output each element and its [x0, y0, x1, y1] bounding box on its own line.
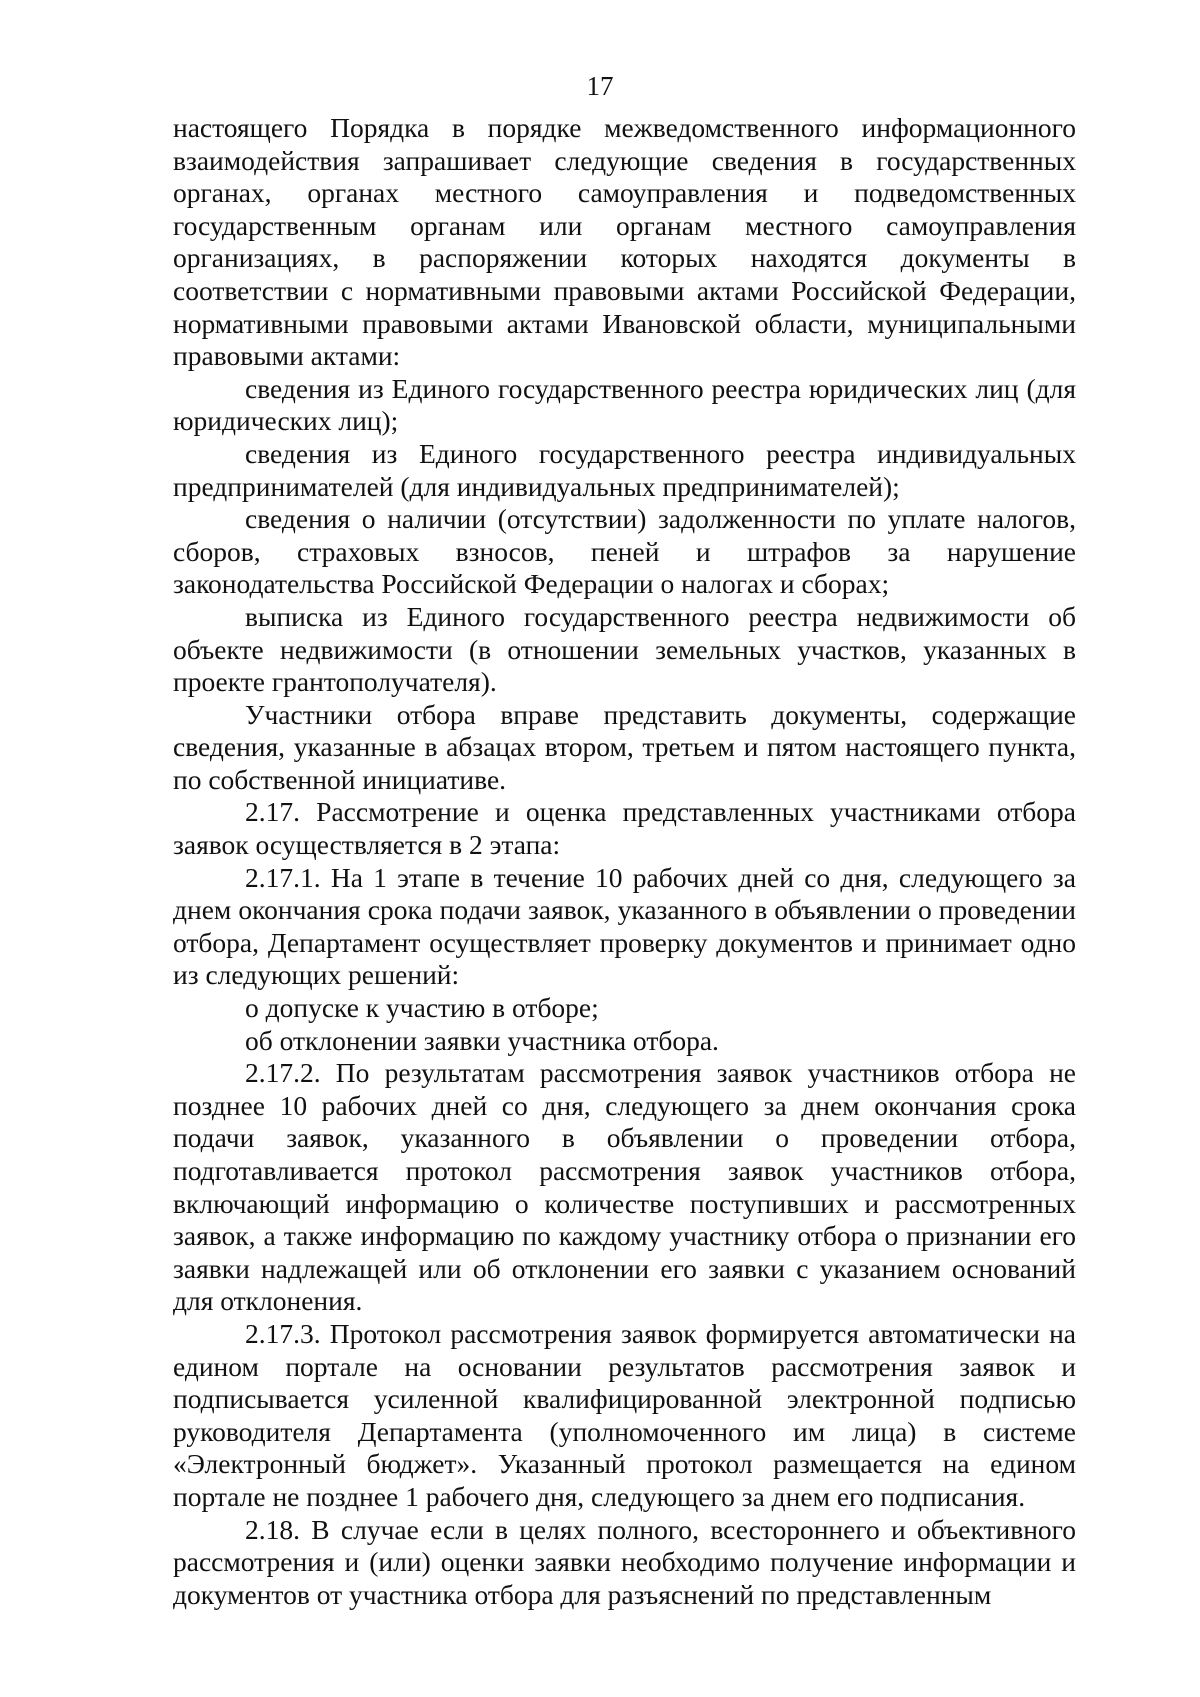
paragraph: сведения из Единого государственного реестра юридических лиц (для юридических лиц); [173, 372, 1076, 437]
paragraph: 2.17. Рассмотрение и оценка представленных участниками отбора заявок осуществляется в 2 этапа: [173, 796, 1076, 861]
paragraph: об отклонении заявки участника отбора. [245, 1024, 719, 1056]
paragraph: сведения о наличии (отсутствии) задолженности по уплате налогов, сборов, страховых взносов, пеней и штрафов за нарушение законодательства Российской Федерации о налогах и сборах; [173, 503, 1076, 600]
paragraph: 2.18. В случае если в целях полного, всестороннего и объективного рассмотрения и (или) оценки заявки необходимо получение информации и документов от участника отбора для разъяснений по представленным [173, 1513, 1076, 1610]
paragraph: 2.17.1. На 1 этапе в течение 10 рабочих дней со дня, следующего за днем окончания срока подачи заявок, указанного в объявлении о проведении отбора, Департамент осуществляет проверку документов и принимает одно из следующих решений: [173, 861, 1076, 991]
paragraph: 2.17.2. По результатам рассмотрения заявок участников отбора не позднее 10 рабочих дней со дня, следующего за днем окончания срока подачи заявок, указанного в объявлении о проведении отбора, подготавливается протокол рассмотрения заявок участников отбора, включающий информацию о количестве поступивших и рассмотренных заявок, а также информацию по каждому участнику отбора о признании его заявки надлежащей или об отклонении его заявки с указанием оснований для отклонения. [173, 1057, 1076, 1317]
paragraph: настоящего Порядка в порядке межведомственного информационного взаимодействия запрашивает следующие сведения в государственных органах, органах местного самоуправления и подведомственных государственным органам или органам местного самоуправления организациях, в распоряжении которых находятся документы в соответствии с нормативными правовыми актами Российской Федерации, нормативными правовыми актами Ивановской области, муниципальными правовыми актами: [173, 112, 1076, 372]
document-body [173, 112, 1076, 1611]
paragraph: о допуске к участию в отборе; [245, 992, 599, 1024]
paragraph: выписка из Единого государственного реестра недвижимости об объекте недвижимости (в отношении земельных участков, указанных в проекте грантополучателя). [173, 600, 1076, 698]
page-number: 17 [586, 71, 614, 101]
paragraph: сведения из Единого государственного реестра индивидуальных предпринимателей (для индивидуальных предпринимателей); [173, 437, 1076, 502]
paragraph: 2.17.3. Протокол рассмотрения заявок формируется автоматически на едином портале на основании результатов рассмотрения заявок и подписывается усиленной квалифицированной электронной подписью руководителя Департамента (уполномоченного им лица) в системе «Электронный бюджет». Указанный протокол размещается на едином портале не позднее 1 рабочего дня, следующего за днем его подписания. [173, 1317, 1076, 1512]
paragraph: Участники отбора вправе представить документы, содержащие сведения, указанные в абзацах втором, третьем и пятом настоящего пункта, по собственной инициативе. [173, 698, 1076, 795]
